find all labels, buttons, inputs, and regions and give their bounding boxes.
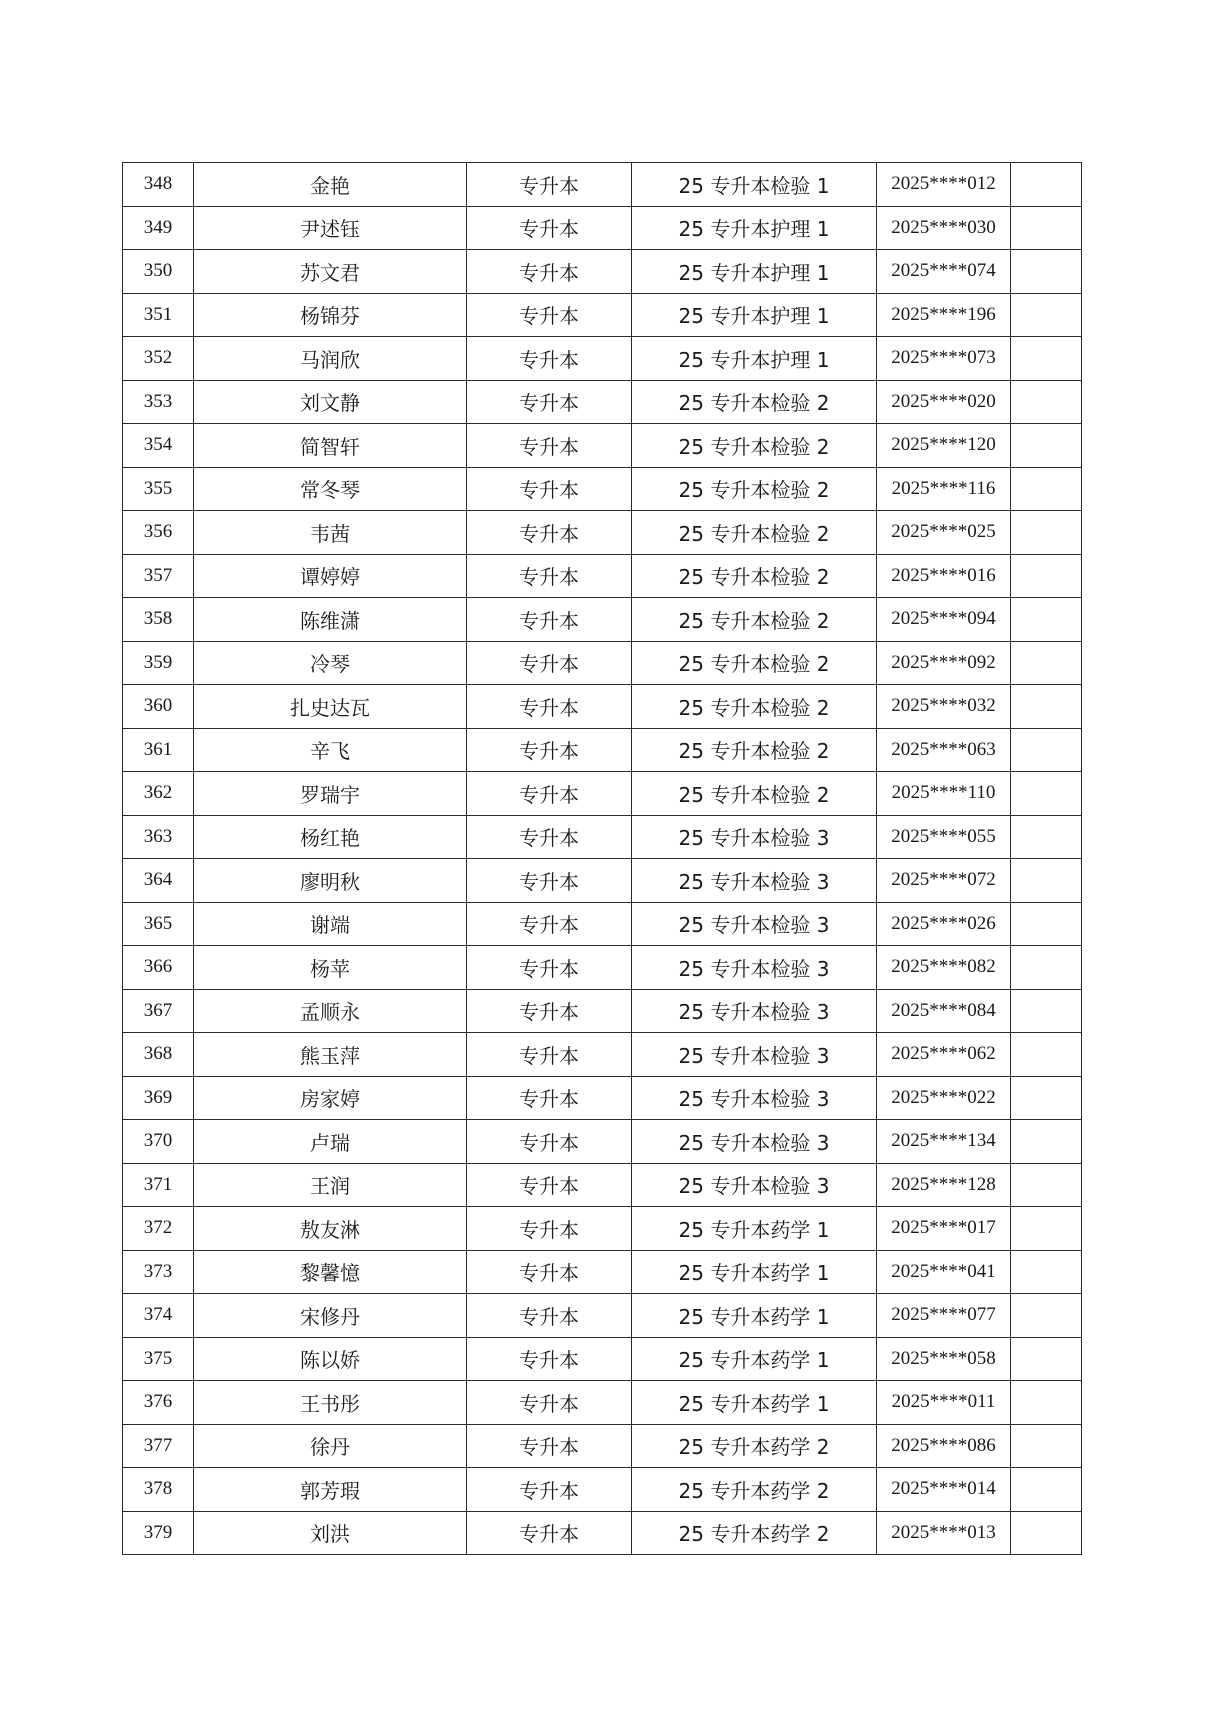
student-id-cell: 2025****110 — [877, 772, 1011, 816]
row-number-cell: 377 — [123, 1424, 194, 1468]
class-name-cell: 25 专升本检验 2 — [632, 554, 877, 598]
table-row — [123, 554, 1082, 598]
table-row — [123, 1076, 1082, 1120]
row-number-cell: 351 — [123, 293, 194, 337]
note-cell — [1011, 728, 1082, 772]
note-cell — [1011, 641, 1082, 685]
table-row — [123, 1033, 1082, 1077]
enrollment-type-cell: 专升本 — [467, 1468, 632, 1512]
student-id-cell: 2025****086 — [877, 1424, 1011, 1468]
row-number-cell: 369 — [123, 1076, 194, 1120]
student-name-cell: 简智轩 — [194, 424, 467, 468]
row-number-cell: 376 — [123, 1381, 194, 1425]
row-number-cell: 352 — [123, 337, 194, 381]
enrollment-type-cell: 专升本 — [467, 815, 632, 859]
class-name-cell: 25 专升本药学 2 — [632, 1468, 877, 1512]
student-name-cell: 陈以娇 — [194, 1337, 467, 1381]
class-name-cell: 25 专升本检验 3 — [632, 1163, 877, 1207]
class-name-cell: 25 专升本检验 3 — [632, 946, 877, 990]
row-number-cell: 371 — [123, 1163, 194, 1207]
note-cell — [1011, 772, 1082, 816]
note-cell — [1011, 1163, 1082, 1207]
enrollment-type-cell: 专升本 — [467, 1163, 632, 1207]
student-name-cell: 郭芳瑕 — [194, 1468, 467, 1512]
student-id-cell: 2025****016 — [877, 554, 1011, 598]
note-cell — [1011, 1076, 1082, 1120]
table-row — [123, 859, 1082, 903]
note-cell — [1011, 337, 1082, 381]
class-name-cell: 25 专升本护理 1 — [632, 206, 877, 250]
row-number-cell: 353 — [123, 380, 194, 424]
table-row — [123, 206, 1082, 250]
table-row — [123, 163, 1082, 207]
table-row — [123, 1337, 1082, 1381]
row-number-cell: 361 — [123, 728, 194, 772]
row-number-cell: 364 — [123, 859, 194, 903]
table-row — [123, 1163, 1082, 1207]
table-row — [123, 467, 1082, 511]
enrollment-type-cell: 专升本 — [467, 293, 632, 337]
note-cell — [1011, 554, 1082, 598]
enrollment-type-cell: 专升本 — [467, 1511, 632, 1555]
class-name-cell: 25 专升本检验 2 — [632, 598, 877, 642]
student-id-cell: 2025****074 — [877, 250, 1011, 294]
row-number-cell: 355 — [123, 467, 194, 511]
row-number-cell: 379 — [123, 1511, 194, 1555]
class-name-cell: 25 专升本药学 1 — [632, 1250, 877, 1294]
row-number-cell: 363 — [123, 815, 194, 859]
student-id-cell: 2025****077 — [877, 1294, 1011, 1338]
note-cell — [1011, 1468, 1082, 1512]
student-id-cell: 2025****092 — [877, 641, 1011, 685]
note-cell — [1011, 511, 1082, 555]
enrollment-type-cell: 专升本 — [467, 380, 632, 424]
class-name-cell: 25 专升本护理 1 — [632, 293, 877, 337]
note-cell — [1011, 1424, 1082, 1468]
table-row — [123, 902, 1082, 946]
enrollment-type-cell: 专升本 — [467, 685, 632, 729]
class-name-cell: 25 专升本检验 3 — [632, 1120, 877, 1164]
row-number-cell: 350 — [123, 250, 194, 294]
row-number-cell: 356 — [123, 511, 194, 555]
student-id-cell: 2025****084 — [877, 989, 1011, 1033]
enrollment-type-cell: 专升本 — [467, 467, 632, 511]
table-row — [123, 1120, 1082, 1164]
student-id-cell: 2025****094 — [877, 598, 1011, 642]
student-roster-table — [122, 162, 1082, 1555]
table-row — [123, 989, 1082, 1033]
table-row — [123, 641, 1082, 685]
class-name-cell: 25 专升本检验 3 — [632, 1076, 877, 1120]
class-name-cell: 25 专升本检验 2 — [632, 641, 877, 685]
student-id-cell: 2025****063 — [877, 728, 1011, 772]
note-cell — [1011, 1033, 1082, 1077]
student-name-cell: 马润欣 — [194, 337, 467, 381]
row-number-cell: 378 — [123, 1468, 194, 1512]
table-row — [123, 511, 1082, 555]
class-name-cell: 25 专升本检验 2 — [632, 380, 877, 424]
student-id-cell: 2025****026 — [877, 902, 1011, 946]
table-row — [123, 380, 1082, 424]
note-cell — [1011, 467, 1082, 511]
student-id-cell: 2025****014 — [877, 1468, 1011, 1512]
note-cell — [1011, 206, 1082, 250]
enrollment-type-cell: 专升本 — [467, 1424, 632, 1468]
row-number-cell: 358 — [123, 598, 194, 642]
row-number-cell: 359 — [123, 641, 194, 685]
class-name-cell: 25 专升本检验 2 — [632, 728, 877, 772]
row-number-cell: 373 — [123, 1250, 194, 1294]
enrollment-type-cell: 专升本 — [467, 424, 632, 468]
note-cell — [1011, 1120, 1082, 1164]
class-name-cell: 25 专升本护理 1 — [632, 337, 877, 381]
class-name-cell: 25 专升本检验 3 — [632, 815, 877, 859]
student-name-cell: 尹述钰 — [194, 206, 467, 250]
enrollment-type-cell: 专升本 — [467, 206, 632, 250]
enrollment-type-cell: 专升本 — [467, 1250, 632, 1294]
class-name-cell: 25 专升本检验 3 — [632, 1033, 877, 1077]
note-cell — [1011, 1207, 1082, 1251]
table-row — [123, 772, 1082, 816]
student-name-cell: 辛飞 — [194, 728, 467, 772]
student-name-cell: 熊玉萍 — [194, 1033, 467, 1077]
enrollment-type-cell: 专升本 — [467, 1294, 632, 1338]
note-cell — [1011, 1294, 1082, 1338]
class-name-cell: 25 专升本药学 2 — [632, 1424, 877, 1468]
row-number-cell: 372 — [123, 1207, 194, 1251]
note-cell — [1011, 859, 1082, 903]
student-id-cell: 2025****055 — [877, 815, 1011, 859]
note-cell — [1011, 946, 1082, 990]
enrollment-type-cell: 专升本 — [467, 1033, 632, 1077]
table-row — [123, 1511, 1082, 1555]
table-row — [123, 946, 1082, 990]
student-name-cell: 宋修丹 — [194, 1294, 467, 1338]
enrollment-type-cell: 专升本 — [467, 1337, 632, 1381]
note-cell — [1011, 1381, 1082, 1425]
row-number-cell: 368 — [123, 1033, 194, 1077]
roster-table-body — [123, 163, 1082, 1555]
student-name-cell: 王书彤 — [194, 1381, 467, 1425]
student-name-cell: 王润 — [194, 1163, 467, 1207]
student-id-cell: 2025****030 — [877, 206, 1011, 250]
table-row — [123, 598, 1082, 642]
student-id-cell: 2025****017 — [877, 1207, 1011, 1251]
enrollment-type-cell: 专升本 — [467, 859, 632, 903]
student-name-cell: 房家婷 — [194, 1076, 467, 1120]
student-name-cell: 杨锦芬 — [194, 293, 467, 337]
enrollment-type-cell: 专升本 — [467, 337, 632, 381]
class-name-cell: 25 专升本护理 1 — [632, 250, 877, 294]
note-cell — [1011, 1511, 1082, 1555]
student-id-cell: 2025****032 — [877, 685, 1011, 729]
class-name-cell: 25 专升本检验 2 — [632, 424, 877, 468]
student-name-cell: 杨苹 — [194, 946, 467, 990]
class-name-cell: 25 专升本检验 2 — [632, 772, 877, 816]
enrollment-type-cell: 专升本 — [467, 989, 632, 1033]
class-name-cell: 25 专升本检验 2 — [632, 467, 877, 511]
class-name-cell: 25 专升本检验 3 — [632, 859, 877, 903]
student-name-cell: 扎史达瓦 — [194, 685, 467, 729]
row-number-cell: 366 — [123, 946, 194, 990]
enrollment-type-cell: 专升本 — [467, 902, 632, 946]
enrollment-type-cell: 专升本 — [467, 250, 632, 294]
student-id-cell: 2025****082 — [877, 946, 1011, 990]
table-row — [123, 685, 1082, 729]
table-row — [123, 728, 1082, 772]
student-name-cell: 罗瑞宇 — [194, 772, 467, 816]
student-name-cell: 敖友淋 — [194, 1207, 467, 1251]
student-name-cell: 黎馨憶 — [194, 1250, 467, 1294]
student-name-cell: 常冬琴 — [194, 467, 467, 511]
note-cell — [1011, 293, 1082, 337]
row-number-cell: 370 — [123, 1120, 194, 1164]
class-name-cell: 25 专升本检验 1 — [632, 163, 877, 207]
note-cell — [1011, 815, 1082, 859]
enrollment-type-cell: 专升本 — [467, 1381, 632, 1425]
table-row — [123, 1207, 1082, 1251]
class-name-cell: 25 专升本检验 2 — [632, 511, 877, 555]
note-cell — [1011, 250, 1082, 294]
table-row — [123, 293, 1082, 337]
student-id-cell: 2025****041 — [877, 1250, 1011, 1294]
student-id-cell: 2025****025 — [877, 511, 1011, 555]
row-number-cell: 357 — [123, 554, 194, 598]
student-id-cell: 2025****020 — [877, 380, 1011, 424]
student-id-cell: 2025****116 — [877, 467, 1011, 511]
enrollment-type-cell: 专升本 — [467, 554, 632, 598]
student-id-cell: 2025****058 — [877, 1337, 1011, 1381]
note-cell — [1011, 685, 1082, 729]
row-number-cell: 375 — [123, 1337, 194, 1381]
row-number-cell: 348 — [123, 163, 194, 207]
enrollment-type-cell: 专升本 — [467, 1207, 632, 1251]
class-name-cell: 25 专升本检验 3 — [632, 989, 877, 1033]
class-name-cell: 25 专升本药学 1 — [632, 1294, 877, 1338]
student-name-cell: 杨红艳 — [194, 815, 467, 859]
table-row — [123, 337, 1082, 381]
note-cell — [1011, 424, 1082, 468]
student-name-cell: 卢瑞 — [194, 1120, 467, 1164]
enrollment-type-cell: 专升本 — [467, 1120, 632, 1164]
class-name-cell: 25 专升本药学 1 — [632, 1207, 877, 1251]
note-cell — [1011, 989, 1082, 1033]
student-id-cell: 2025****072 — [877, 859, 1011, 903]
student-id-cell: 2025****013 — [877, 1511, 1011, 1555]
student-name-cell: 苏文君 — [194, 250, 467, 294]
class-name-cell: 25 专升本药学 2 — [632, 1511, 877, 1555]
class-name-cell: 25 专升本药学 1 — [632, 1337, 877, 1381]
student-id-cell: 2025****134 — [877, 1120, 1011, 1164]
student-name-cell: 孟顺永 — [194, 989, 467, 1033]
table-row — [123, 815, 1082, 859]
note-cell — [1011, 1250, 1082, 1294]
enrollment-type-cell: 专升本 — [467, 772, 632, 816]
row-number-cell: 360 — [123, 685, 194, 729]
table-row — [123, 424, 1082, 468]
row-number-cell: 365 — [123, 902, 194, 946]
student-id-cell: 2025****196 — [877, 293, 1011, 337]
table-row — [123, 1250, 1082, 1294]
table-row — [123, 1424, 1082, 1468]
student-name-cell: 陈维潇 — [194, 598, 467, 642]
student-name-cell: 冷琴 — [194, 641, 467, 685]
note-cell — [1011, 380, 1082, 424]
student-name-cell: 刘文静 — [194, 380, 467, 424]
student-name-cell: 韦茜 — [194, 511, 467, 555]
student-id-cell: 2025****012 — [877, 163, 1011, 207]
enrollment-type-cell: 专升本 — [467, 641, 632, 685]
row-number-cell: 374 — [123, 1294, 194, 1338]
student-name-cell: 金艳 — [194, 163, 467, 207]
row-number-cell: 354 — [123, 424, 194, 468]
enrollment-type-cell: 专升本 — [467, 728, 632, 772]
row-number-cell: 349 — [123, 206, 194, 250]
enrollment-type-cell: 专升本 — [467, 163, 632, 207]
enrollment-type-cell: 专升本 — [467, 1076, 632, 1120]
enrollment-type-cell: 专升本 — [467, 946, 632, 990]
class-name-cell: 25 专升本检验 2 — [632, 685, 877, 729]
student-name-cell: 廖明秋 — [194, 859, 467, 903]
table-row — [123, 1468, 1082, 1512]
student-id-cell: 2025****128 — [877, 1163, 1011, 1207]
note-cell — [1011, 1337, 1082, 1381]
student-name-cell: 刘洪 — [194, 1511, 467, 1555]
student-id-cell: 2025****073 — [877, 337, 1011, 381]
student-id-cell: 2025****011 — [877, 1381, 1011, 1425]
student-id-cell: 2025****022 — [877, 1076, 1011, 1120]
student-id-cell: 2025****120 — [877, 424, 1011, 468]
class-name-cell: 25 专升本检验 3 — [632, 902, 877, 946]
student-id-cell: 2025****062 — [877, 1033, 1011, 1077]
student-name-cell: 谭婷婷 — [194, 554, 467, 598]
table-row — [123, 250, 1082, 294]
row-number-cell: 362 — [123, 772, 194, 816]
table-row — [123, 1381, 1082, 1425]
note-cell — [1011, 902, 1082, 946]
note-cell — [1011, 598, 1082, 642]
enrollment-type-cell: 专升本 — [467, 598, 632, 642]
student-name-cell: 徐丹 — [194, 1424, 467, 1468]
class-name-cell: 25 专升本药学 1 — [632, 1381, 877, 1425]
row-number-cell: 367 — [123, 989, 194, 1033]
enrollment-type-cell: 专升本 — [467, 511, 632, 555]
student-name-cell: 谢端 — [194, 902, 467, 946]
table-row — [123, 1294, 1082, 1338]
note-cell — [1011, 163, 1082, 207]
